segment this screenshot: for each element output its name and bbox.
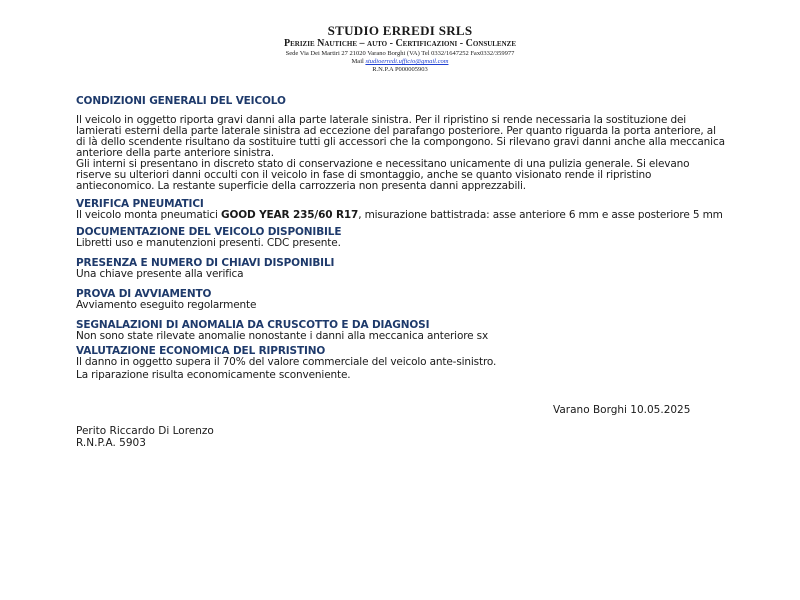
section-title-anomalie: SEGNALAZIONI DI ANOMALIA DA CRUSCOTTO E DA DIAGNOSI xyxy=(76,319,430,331)
section-title-valutazione: VALUTAZIONE ECONOMICA DEL RIPRISTINO xyxy=(76,345,326,357)
letterhead xyxy=(0,24,800,74)
valutazione-paragraph-2: La riparazione risulta economicamente sconveniente. xyxy=(76,369,351,381)
section-title-pneumatici: VERIFICA PNEUMATICI xyxy=(76,198,204,210)
condizioni-paragraph-1: Il veicolo in oggetto riporta gravi danni alla parte laterale sinistra. Per il ripristino si rende necessaria la sostituzione dei lamierati esterni della parte laterale sinistra ad eccezione del parafango posteriore. Per quanto riguarda la porta anteriore, al di là dello scendente risultano da sostituire tutti gli accessori che la compongono. Si rilevano gravi danni anche alla meccanica anteriore della parte anteriore sinistra. xyxy=(76,114,725,159)
mail-label: Mail xyxy=(351,58,366,65)
company-address: Sede Via Dei Martiri 27 21020 Varano Borghi (VA) Tel 0332/1647252 Fax0332/359977 xyxy=(285,50,515,57)
company-subtitle: Perizie Nautiche – auto - Certificazioni - Consulenze xyxy=(284,38,516,49)
condizioni-paragraph-2: Gli interni si presentano in discreto stato di conservazione e necessitano unicamente di una pulizia generale. Si elevano riserve su ulteriori danni occulti con il veicolo in fase di smontaggio, anche se quanto visionato rende il ripristino antieconomico. La restante superficie della carrozzeria non presenta danni apprezzabili. xyxy=(76,158,690,192)
section-title-chiavi: PRESENZA E NUMERO DI CHIAVI DISPONIBILI xyxy=(76,257,335,269)
report-body xyxy=(76,95,726,381)
signer-name: Perito Riccardo Di Lorenzo xyxy=(76,425,214,437)
company-name: STUDIO ERREDI SRLS xyxy=(327,23,473,38)
signer-rnpa: R.N.P.A. 5903 xyxy=(76,437,146,449)
avviamento-paragraph: Avviamento eseguito regolarmente xyxy=(76,299,257,311)
section-title-avviamento: PROVA DI AVVIAMENTO xyxy=(76,288,212,300)
company-rnpa: R.N.P.A P000005903 xyxy=(372,66,428,73)
anomalie-paragraph: Non sono state rilevate anomalie nonostante i danni alla meccanica anteriore sx xyxy=(76,330,489,342)
pneumatici-text-before: Il veicolo monta pneumatici xyxy=(76,209,221,221)
documentazione-paragraph: Libretti uso e manutenzioni presenti. CDC presente. xyxy=(76,237,341,249)
chiavi-paragraph: Una chiave presente alla verifica xyxy=(76,268,244,280)
valutazione-paragraph-1: Il danno in oggetto supera il 70% del valore commerciale del veicolo ante-sinistro. xyxy=(76,356,497,368)
place-date: Varano Borghi 10.05.2025 xyxy=(553,404,691,416)
mail-link[interactable]: studioerredi.ufficio@gmail.com xyxy=(365,58,449,65)
signature-block xyxy=(76,425,214,449)
company-mail-line xyxy=(0,58,800,66)
pneumatici-tyre-model: GOOD YEAR 235/60 R17 xyxy=(220,209,359,221)
pneumatici-text-after: , misurazione battistrada: asse anteriore 6 mm e asse posteriore 5 mm xyxy=(358,209,723,221)
section-title-condizioni: CONDIZIONI GENERALI DEL VEICOLO xyxy=(76,95,286,107)
pneumatici-paragraph xyxy=(76,210,726,221)
section-title-documentazione: DOCUMENTAZIONE DEL VEICOLO DISPONIBILE xyxy=(76,226,342,238)
